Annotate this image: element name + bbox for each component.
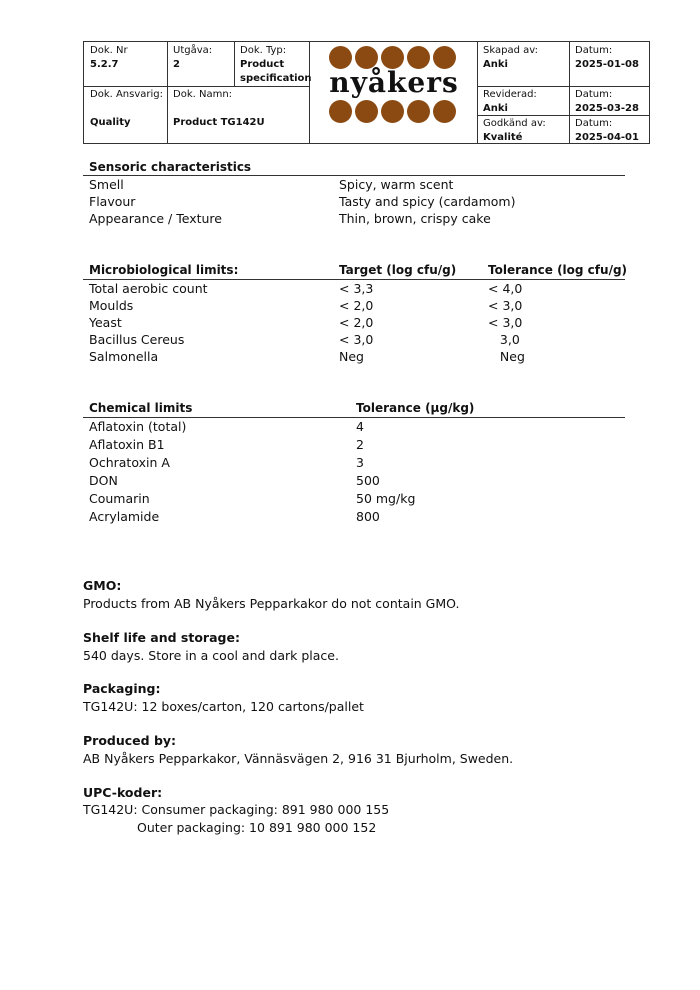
chemical-name: Coumarin bbox=[89, 491, 150, 506]
sensoric-value: Tasty and spicy (cardamom) bbox=[339, 194, 516, 209]
micro-col-target: Target (log cfu/g) bbox=[339, 263, 457, 277]
datum-label: Datum: bbox=[575, 118, 613, 129]
godkand-datum: 2025-04-01 bbox=[575, 132, 639, 143]
sensoric-name: Flavour bbox=[89, 194, 136, 209]
table-row bbox=[89, 194, 649, 211]
logo-dot bbox=[381, 100, 404, 123]
header-table bbox=[83, 41, 650, 144]
logo-dot bbox=[329, 100, 352, 123]
table-row bbox=[89, 473, 649, 490]
micro-target: < 2,0 bbox=[339, 315, 374, 330]
packaging-title: Packaging: bbox=[83, 681, 161, 696]
micro-name: Moulds bbox=[89, 298, 134, 313]
dok-ansvarig-value: Quality bbox=[90, 117, 131, 128]
micro-tolerance: Neg bbox=[488, 349, 525, 364]
chemical-name: Acrylamide bbox=[89, 509, 160, 524]
upc-line-1: TG142U: Consumer packaging: 891 980 000 155 bbox=[83, 802, 390, 817]
chemical-name: Ochratoxin A bbox=[89, 455, 170, 470]
dok-typ-cell bbox=[234, 42, 312, 86]
table-row bbox=[89, 437, 649, 454]
logo-dot bbox=[407, 100, 430, 123]
nyakers-logo bbox=[310, 42, 478, 143]
chemical-tolerance: 2 bbox=[356, 437, 364, 452]
micro-title: Microbiological limits: bbox=[89, 263, 239, 277]
section-rule bbox=[83, 175, 625, 176]
micro-name: Salmonella bbox=[89, 349, 159, 364]
chemical-name: Aflatoxin (total) bbox=[89, 419, 187, 434]
micro-name: Total aerobic count bbox=[89, 281, 208, 296]
logo-wordmark: nyåkers bbox=[329, 66, 459, 99]
utgava-label: Utgåva: bbox=[173, 45, 213, 56]
sensoric-name: Smell bbox=[89, 177, 124, 192]
chemical-tolerance: 800 bbox=[356, 509, 380, 524]
chemical-tolerance: 3 bbox=[356, 455, 364, 470]
reviderad-value: Anki bbox=[483, 103, 508, 114]
dok-namn-value: Product TG142U bbox=[173, 117, 265, 128]
datum-label: Datum: bbox=[575, 45, 613, 56]
chemical-header-row bbox=[89, 401, 649, 418]
reviderad-cell bbox=[477, 86, 569, 116]
reviderad-label: Reviderad: bbox=[483, 89, 537, 100]
utgava-cell bbox=[167, 42, 234, 72]
skapad-datum-cell bbox=[569, 42, 649, 72]
table-row bbox=[89, 281, 649, 298]
dok-typ-value-1: Product bbox=[240, 59, 285, 70]
dok-ansvarig-cell bbox=[84, 86, 167, 144]
chemical-tolerance: 500 bbox=[356, 473, 380, 488]
upc-title: UPC-koder: bbox=[83, 785, 163, 800]
reviderad-datum: 2025-03-28 bbox=[575, 103, 639, 114]
sensoric-value: Thin, brown, crispy cake bbox=[339, 211, 491, 226]
section-rule bbox=[83, 417, 625, 418]
sensoric-title: Sensoric characteristics bbox=[89, 160, 252, 174]
produced-text: AB Nyåkers Pepparkakor, Vännäsvägen 2, 916 31 Bjurholm, Sweden. bbox=[83, 751, 514, 766]
section-rule bbox=[83, 279, 625, 280]
sensoric-name: Appearance / Texture bbox=[89, 211, 222, 226]
table-row bbox=[89, 177, 649, 194]
reviderad-datum-cell bbox=[569, 86, 649, 116]
table-row bbox=[89, 211, 649, 228]
table-row bbox=[89, 491, 649, 508]
dok-namn-label: Dok. Namn: bbox=[173, 89, 233, 100]
skapad-datum: 2025-01-08 bbox=[575, 59, 639, 70]
skapad-label: Skapad av: bbox=[483, 45, 538, 56]
table-row bbox=[89, 455, 649, 472]
chemical-tolerance: 50 mg/kg bbox=[356, 491, 416, 506]
chemical-title: Chemical limits bbox=[89, 401, 193, 415]
shelf-title: Shelf life and storage: bbox=[83, 630, 240, 645]
datum-label: Datum: bbox=[575, 89, 613, 100]
micro-tolerance: < 3,0 bbox=[488, 315, 523, 330]
utgava-value: 2 bbox=[173, 59, 180, 70]
micro-target: < 3,0 bbox=[339, 332, 374, 347]
dok-nr-label: Dok. Nr bbox=[90, 45, 128, 56]
micro-target: < 2,0 bbox=[339, 298, 374, 313]
logo-dot bbox=[355, 100, 378, 123]
dok-nr-value: 5.2.7 bbox=[90, 59, 119, 70]
dok-typ-value-2: specification bbox=[240, 73, 312, 84]
chemical-name: Aflatoxin B1 bbox=[89, 437, 165, 452]
table-row bbox=[89, 298, 649, 315]
godkand-value: Kvalité bbox=[483, 132, 523, 143]
table-row bbox=[89, 332, 649, 349]
chemical-col-tolerance: Tolerance (µg/kg) bbox=[356, 401, 475, 415]
micro-header-row bbox=[89, 263, 649, 280]
gmo-text: Products from AB Nyåkers Pepparkakor do not contain GMO. bbox=[83, 596, 460, 611]
micro-tolerance: < 3,0 bbox=[488, 298, 523, 313]
chemical-tolerance: 4 bbox=[356, 419, 364, 434]
produced-title: Produced by: bbox=[83, 733, 177, 748]
dok-nr-cell bbox=[84, 42, 167, 72]
packaging-text: TG142U: 12 boxes/carton, 120 cartons/pallet bbox=[83, 699, 364, 714]
micro-target: Neg bbox=[339, 349, 364, 364]
micro-name: Yeast bbox=[89, 315, 122, 330]
logo-dot bbox=[433, 100, 456, 123]
micro-col-tolerance: Tolerance (log cfu/g) bbox=[488, 263, 628, 277]
godkand-cell bbox=[477, 115, 569, 145]
table-row bbox=[89, 315, 649, 332]
micro-target: < 3,3 bbox=[339, 281, 374, 296]
dok-namn-cell bbox=[167, 86, 309, 144]
sensoric-value: Spicy, warm scent bbox=[339, 177, 454, 192]
godkand-datum-cell bbox=[569, 115, 649, 145]
micro-name: Bacillus Cereus bbox=[89, 332, 185, 347]
gmo-title: GMO: bbox=[83, 578, 122, 593]
micro-tolerance: 3,0 bbox=[488, 332, 520, 347]
dok-typ-label: Dok. Typ: bbox=[240, 45, 287, 56]
table-row bbox=[89, 419, 649, 436]
table-row bbox=[89, 349, 649, 366]
shelf-text: 540 days. Store in a cool and dark place. bbox=[83, 648, 339, 663]
micro-tolerance: < 4,0 bbox=[488, 281, 523, 296]
dok-ansvarig-label: Dok. Ansvarig: bbox=[90, 89, 164, 100]
upc-line-2: Outer packaging: 10 891 980 000 152 bbox=[137, 820, 377, 835]
table-row bbox=[89, 509, 649, 526]
skapad-value: Anki bbox=[483, 59, 508, 70]
chemical-name: DON bbox=[89, 473, 118, 488]
skapad-cell bbox=[477, 42, 569, 72]
godkand-label: Godkänd av: bbox=[483, 118, 546, 129]
